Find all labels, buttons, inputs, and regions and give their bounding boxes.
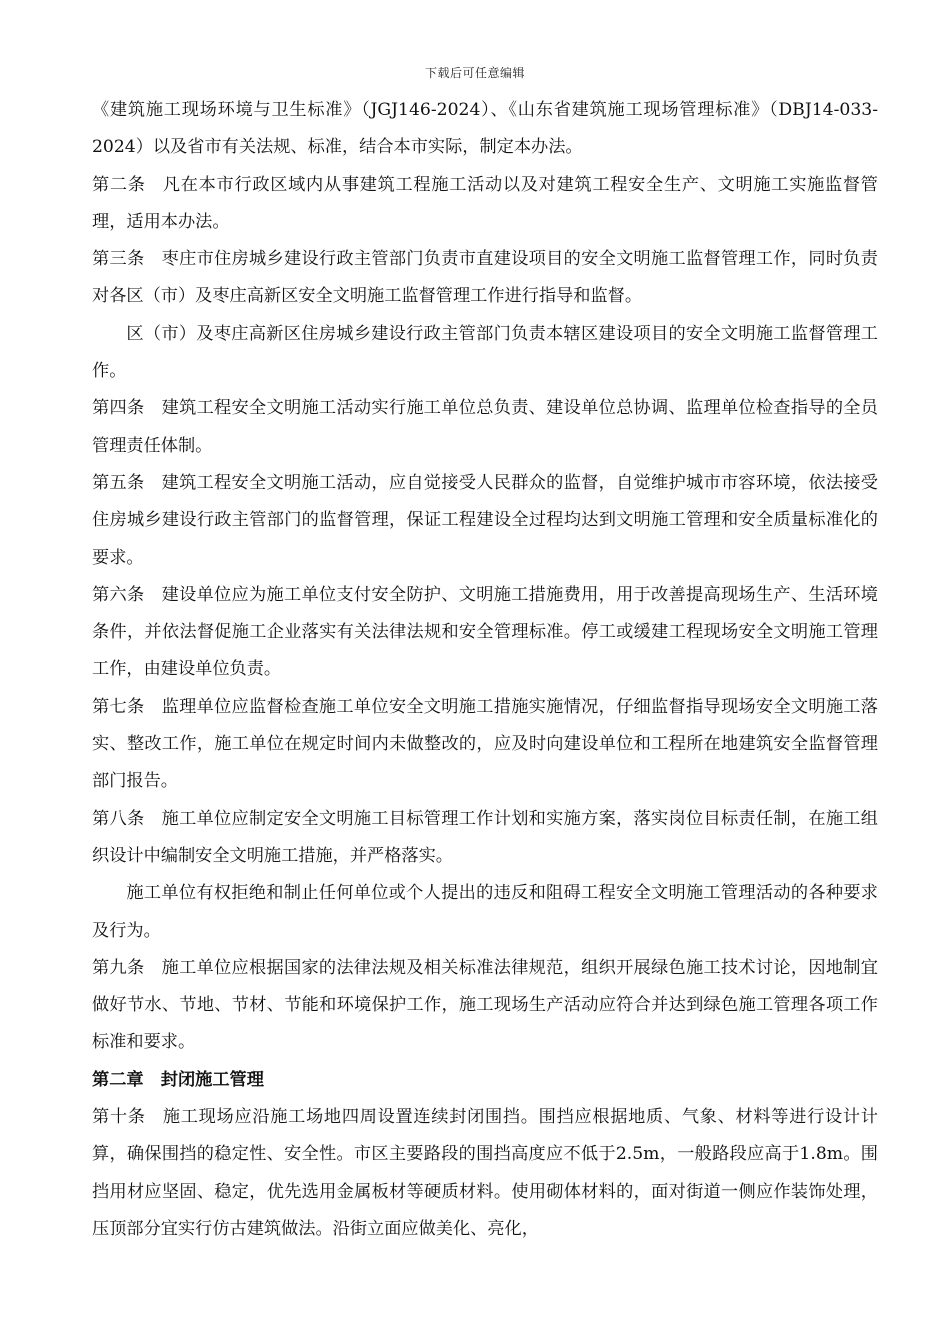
article-3: [92, 241, 878, 316]
article-label: 第七条: [92, 696, 145, 717]
article-5: [92, 465, 878, 577]
article-text: 枣庄市住房城乡建设行政主管部门负责市直建设项目的安全文明施工监督管理工作，同时负责对各区（市）及枣庄高新区安全文明施工监督管理工作进行指导和监督。: [92, 249, 878, 307]
article-label: 第二条: [92, 174, 146, 195]
article-2: [92, 167, 878, 242]
article-label: 第四条: [92, 398, 145, 419]
article-3-para-2: 区（市）及枣庄高新区住房城乡建设行政主管部门负责本辖区建设项目的安全文明施工监督管理工作。: [92, 323, 878, 382]
page-header: 下载后可任意编辑: [424, 66, 525, 80]
article-7: [92, 689, 878, 801]
chapter-label: 第二章: [92, 1069, 144, 1090]
article-text: 施工单位应根据国家的法律法规及相关标准法律规范，组织开展绿色施工技术讨论，因地制宜做好节水、节地、节材、节能和环境保护工作，施工现场生产活动应符合并达到绿色施工管理各项工作标准和要求。: [92, 957, 878, 1053]
chapter-title: 封闭施工管理: [160, 1069, 264, 1090]
article-label: 第九条: [92, 957, 145, 978]
article-10: [92, 1099, 878, 1248]
article-text: 凡在本市行政区域内从事建筑工程施工活动以及对建筑工程安全生产、文明施工实施监督管理，适用本办法。: [92, 174, 878, 232]
article-label: 第八条: [92, 808, 145, 829]
article-text: 施工现场应沿施工场地四周设置连续封闭围挡。围挡应根据地质、气象、材料等进行设计计算，确保围挡的稳定性、安全性。市区主要路段的围挡高度应不低于2.5m，一般路段应高于1.8m。围挡用材应坚固、稳定，优先选用金属板材等硬质材料。使用砌体材料的，面对街道一侧应作装饰处理，压顶部分宜实行仿古建筑做法。沿街立面应做美化、亮化，: [92, 1107, 878, 1239]
article-label: 第十条: [92, 1107, 146, 1128]
article-4: [92, 390, 878, 465]
article-text: 建设单位应为施工单位支付安全防护、文明施工措施费用，用于改善提高现场生产、生活环境条件，并依法督促施工企业落实有关法律法规和安全管理标准。停工或缓建工程现场安全文明施工管理工作，由建设单位负责。: [92, 584, 878, 680]
article-text: 施工单位应制定安全文明施工目标管理工作计划和实施方案，落实岗位目标责任制，在施工组织设计中编制安全文明施工措施，并严格落实。: [92, 808, 878, 866]
article-label: 第三条: [92, 249, 145, 270]
article-text: 建筑工程安全文明施工活动，应自觉接受人民群众的监督，自觉维护城市市容环境，依法接受住房城乡建设行政主管部门的监督管理，保证工程建设全过程均达到文明施工管理和安全质量标准化的要求。: [92, 472, 878, 568]
paragraph-intro: 《建筑施工现场环境与卫生标准》（JGJ146-2024）、《山东省建筑施工现场管理标准》（DBJ14-033-2024）以及省市有关法规、标准，结合本市实际，制定本办法。: [92, 100, 878, 158]
article-6: [92, 577, 878, 689]
document-body: [92, 92, 878, 1248]
article-text: 监理单位应监督检查施工单位安全文明施工措施实施情况，仔细监督指导现场安全文明施工落实、整改工作，施工单位在规定时间内未做整改的，应及时向建设单位和工程所在地建筑安全监督管理部门报告。: [92, 696, 878, 792]
article-label: 第六条: [92, 584, 145, 605]
chapter-heading: [92, 1062, 878, 1099]
article-9: [92, 950, 878, 1062]
article-text: 建筑工程安全文明施工活动实行施工单位总负责、建设单位总协调、监理单位检查指导的全员管理责任体制。: [92, 398, 878, 456]
article-8: [92, 801, 878, 876]
article-8-para-2: 施工单位有权拒绝和制止任何单位或个人提出的违反和阻碍工程安全文明施工管理活动的各种要求及行为。: [92, 883, 878, 941]
article-label: 第五条: [92, 472, 145, 493]
